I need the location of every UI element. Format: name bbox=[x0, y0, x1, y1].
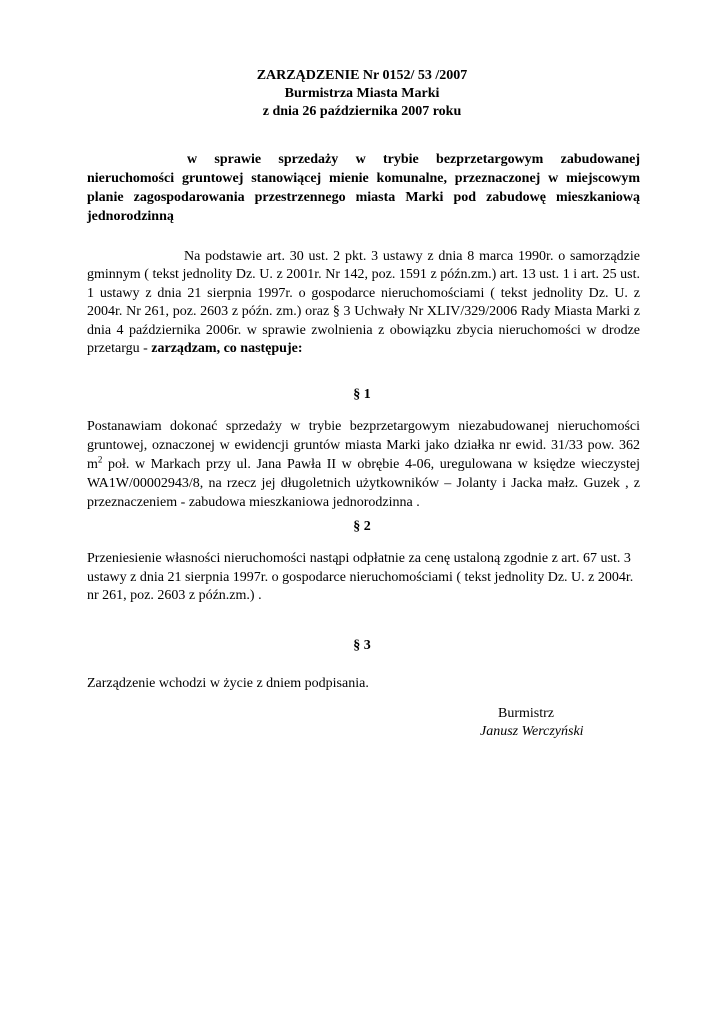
document-header bbox=[0, 67, 724, 121]
ordinance-number: ZARZĄDZENIE Nr 0152/ 53 /2007 bbox=[256, 68, 468, 83]
issuer: Burmistrza Miasta Marki bbox=[284, 86, 440, 101]
signature-block bbox=[480, 705, 680, 741]
legal-basis bbox=[87, 248, 640, 358]
legal-basis-decision: zarządzam, co następuje: bbox=[151, 341, 303, 357]
issue-date: z dnia 26 października 2007 roku bbox=[262, 104, 462, 119]
section-1-text-a: Postanawiam dokonać sprzedaży w trybie bezprzetargowym niezabudowanej nieruchomości gruntowej, oznaczonej w ewidencji gruntów miasta Marki jako działka nr ewid. 31/33 pow. 362 m bbox=[87, 419, 640, 472]
section-1-text-b: poł. w Markach przy ul. Jana Pawła II w obrębie 4-06, uregulowana w księdze wieczystej WA1W/00002943/8, na rzecz jej długoletnich użytkowników – Jolanty i Jacka małz. Guzek , z przeznaczeniem - zabudowa mieszkaniowa jednorodzinna . bbox=[87, 457, 640, 510]
section-1-heading: § 1 bbox=[353, 387, 371, 402]
area-unit-superscript: 2 bbox=[97, 454, 103, 465]
signatory-title: Burmistrz bbox=[498, 706, 554, 721]
ordinance-subject: w sprawie sprzedaży w trybie bezprzetargowym zabudowanej nieruchomości gruntowej stanowiącej mienie komunalne, przeznaczonej w miejscowym planie zagospodarowania przestrzennego miasta Marki pod zabudowę mieszkaniową jednorodzinną bbox=[87, 152, 640, 224]
section-2-text: Przeniesienie własności nieruchomości nastąpi odpłatnie za cenę ustaloną zgodnie z art. 67 ust. 3 ustawy z dnia 21 sierpnia 1997r. o gospodarce nieruchomościami ( tekst jednolity Dz. U. z 2004r. nr 261, poz. 2603 z późn.zm.) . bbox=[87, 551, 634, 603]
section-1-text bbox=[87, 417, 640, 512]
legal-basis-text: Na podstawie art. 30 ust. 2 pkt. 3 ustawy z dnia 8 marca 1990r. o samorządzie gminnym ( tekst jednolity Dz. U. z 2001r. Nr 142, poz. 1591 z późn.zm.) art. 13 ust. 1 i art. 25 ust. 1 ustawy z dnia 21 sierpnia 1997r. o gospodarce nieruchomościami ( tekst jednolity Dz. U. z 2004r. Nr 261, poz. 2603 z późn. zm.) oraz § 3 Uchwały Nr XLIV/329/2006 Rady Miasta Marki z dnia 4 października 2006r. w sprawie zwolnienia z obowiązku zbycia nieruchomości w drodze przetargu - bbox=[87, 249, 640, 357]
signatory-name: Janusz Werczyński bbox=[480, 724, 584, 739]
section-2-heading: § 2 bbox=[353, 519, 371, 534]
section-3-heading: § 3 bbox=[353, 638, 371, 653]
section-3-text: Zarządzenie wchodzi w życie z dniem podpisania. bbox=[87, 676, 369, 691]
